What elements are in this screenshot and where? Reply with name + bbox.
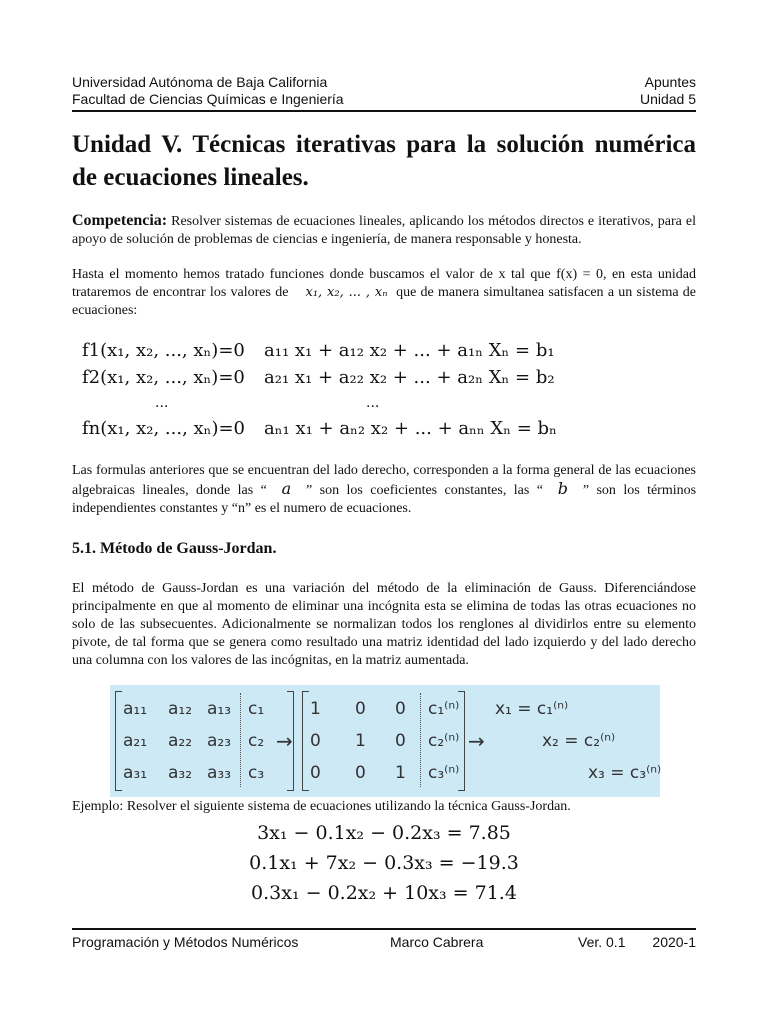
identity-r2c3: 0 — [395, 731, 406, 751]
intro-text-1: Hasta el momento hemos tratado funciones donde buscamos el valor de x tal que f(x) = 0, en esta unidad trataremos de encontrar los valores de — [72, 267, 696, 300]
intro-variables: x₁, x₂, ... , xₙ — [305, 285, 388, 300]
explanation-text-3: ” son los términos independientes constantes y “n” es el numero de ecuaciones. — [72, 483, 697, 516]
result-x3: x₃ = c₃⁽ⁿ⁾ — [588, 763, 662, 783]
header-university: Universidad Autónoma de Baja California — [72, 74, 328, 90]
example-equation-3: 0.3x₁ − 0.2x₂ + 10x₃ = 71.4 — [251, 882, 517, 904]
solution-c1: c₁⁽ⁿ⁾ — [428, 699, 460, 719]
explanation-text-2: ” son los coeficientes constantes, las “ — [306, 483, 543, 498]
result-arrow: → — [468, 729, 485, 753]
solution-c3: c₃⁽ⁿ⁾ — [428, 763, 460, 783]
matrix-a11: a₁₁ — [123, 699, 148, 719]
competencia-text: Resolver sistemas de ecuaciones lineales, aplicando los métodos directos e iterativos, para el apoyo de solución de problemas de ciencias e ingeniería, de manera responsable y honesta. — [72, 214, 696, 247]
transform-arrow: → — [276, 729, 293, 753]
right-matrix-augment-line — [420, 693, 421, 787]
equation-right-1: a₁₁ x₁ + a₁₂ x₂ + ... + a₁ₙ Xₙ = b₁ — [264, 340, 555, 361]
intro-paragraph — [72, 266, 696, 320]
footer-author: Marco Cabrera — [390, 934, 484, 950]
rhs-symbol: b — [557, 479, 569, 498]
equation-right-n: aₙ₁ x₁ + aₙ₂ x₂ + ... + aₙₙ Xₙ = bₙ — [264, 418, 557, 439]
matrix-a21: a₂₁ — [123, 731, 148, 751]
equation-right-2: a₂₁ x₁ + a₂₂ x₂ + ... + a₂ₙ Xₙ = b₂ — [264, 367, 555, 388]
equation-left-2: f2(x₁, x₂, ..., xₙ)=0 — [82, 367, 245, 388]
header-doc-type: Apuntes — [644, 74, 696, 90]
matrix-figure — [110, 685, 660, 797]
matrix-a32: a₃₂ — [168, 763, 193, 783]
footer-divider — [72, 928, 696, 930]
section-heading: 5.1. Método de Gauss-Jordan. — [72, 540, 277, 557]
competencia-label: Competencia: — [72, 212, 168, 229]
matrix-a31: a₃₁ — [123, 763, 148, 783]
matrix-c2: c₂ — [248, 731, 265, 751]
footer-version: Ver. 0.1 — [578, 934, 626, 950]
example-equation-1: 3x₁ − 0.1x₂ − 0.2x₃ = 7.85 — [257, 822, 511, 844]
identity-r1c1: 1 — [310, 699, 321, 719]
equation-left-n: fn(x₁, x₂, ..., xₙ)=0 — [82, 418, 246, 439]
result-x1: x₁ = c₁⁽ⁿ⁾ — [495, 699, 569, 719]
example-intro: Ejemplo: Resolver el siguiente sistema de ecuaciones utilizando la técnica Gauss-Jordan. — [72, 799, 571, 814]
matrix-a12: a₁₂ — [168, 699, 193, 719]
header-divider — [72, 110, 696, 112]
example-system — [72, 818, 696, 908]
coef-symbol: a — [281, 479, 292, 498]
competencia-paragraph — [72, 212, 696, 249]
identity-r3c2: 0 — [355, 763, 366, 783]
identity-r3c1: 0 — [310, 763, 321, 783]
equation-left-1: f1(x₁, x₂, ..., xₙ)=0 — [82, 340, 245, 361]
intro-text-2: que de manera simultanea satisfacen a un sistema de ecuaciones: — [72, 285, 697, 318]
identity-r1c2: 0 — [355, 699, 366, 719]
matrix-c1: c₁ — [248, 699, 265, 719]
matrix-c3: c₃ — [248, 763, 265, 783]
left-matrix-augment-line — [240, 693, 241, 787]
identity-r1c3: 0 — [395, 699, 406, 719]
identity-r2c1: 0 — [310, 731, 321, 751]
right-matrix-open-bracket — [302, 691, 309, 791]
matrix-a33: a₃₃ — [207, 763, 232, 783]
header-unit: Unidad 5 — [639, 91, 696, 107]
identity-r2c2: 1 — [355, 731, 366, 751]
page-title: Unidad V. Técnicas iterativas para la solución numérica de ecuaciones lineales. — [72, 131, 696, 191]
left-matrix-open-bracket — [115, 691, 122, 791]
footer-term: 2020-1 — [652, 934, 696, 950]
matrix-a13: a₁₃ — [207, 699, 232, 719]
explanation-text-1: Las formulas anteriores que se encuentran del lado derecho, corresponden a la forma general de las ecuaciones algebraicas lineales, donde las “ — [72, 463, 696, 498]
identity-r3c3: 1 — [395, 763, 406, 783]
example-equation-2: 0.1x₁ + 7x₂ − 0.3x₃ = −19.3 — [249, 852, 519, 874]
solution-c2: c₂⁽ⁿ⁾ — [428, 731, 460, 751]
result-x2: x₂ = c₂⁽ⁿ⁾ — [542, 731, 616, 751]
explanation-paragraph — [72, 462, 696, 518]
equation-left-ellipsis: ... — [155, 395, 169, 411]
matrix-a22: a₂₂ — [168, 731, 193, 751]
header-faculty: Facultad de Ciencias Químicas e Ingeniería — [72, 91, 344, 107]
page-header — [72, 74, 696, 108]
gauss-jordan-paragraph: El método de Gauss-Jordan es una variación del método de la eliminación de Gauss. Diferenciándose principalmente en que al momento de eliminar una incógnita esta se elimina de todas las otras ecuaciones no solo de las subsecuentes. Adicionalmente se normalizan todos los renglones al dividirlos entre su elemento pivote, de tal forma que se genera como resultado una matriz identidad del lado izquierdo y del lado derecho una columna con los valores de las incógnitas, en la matriz aumentada. — [72, 581, 696, 668]
matrix-a23: a₂₃ — [207, 731, 232, 751]
equation-right-ellipsis: ... — [366, 395, 380, 411]
footer-course: Programación y Métodos Numéricos — [72, 934, 299, 950]
